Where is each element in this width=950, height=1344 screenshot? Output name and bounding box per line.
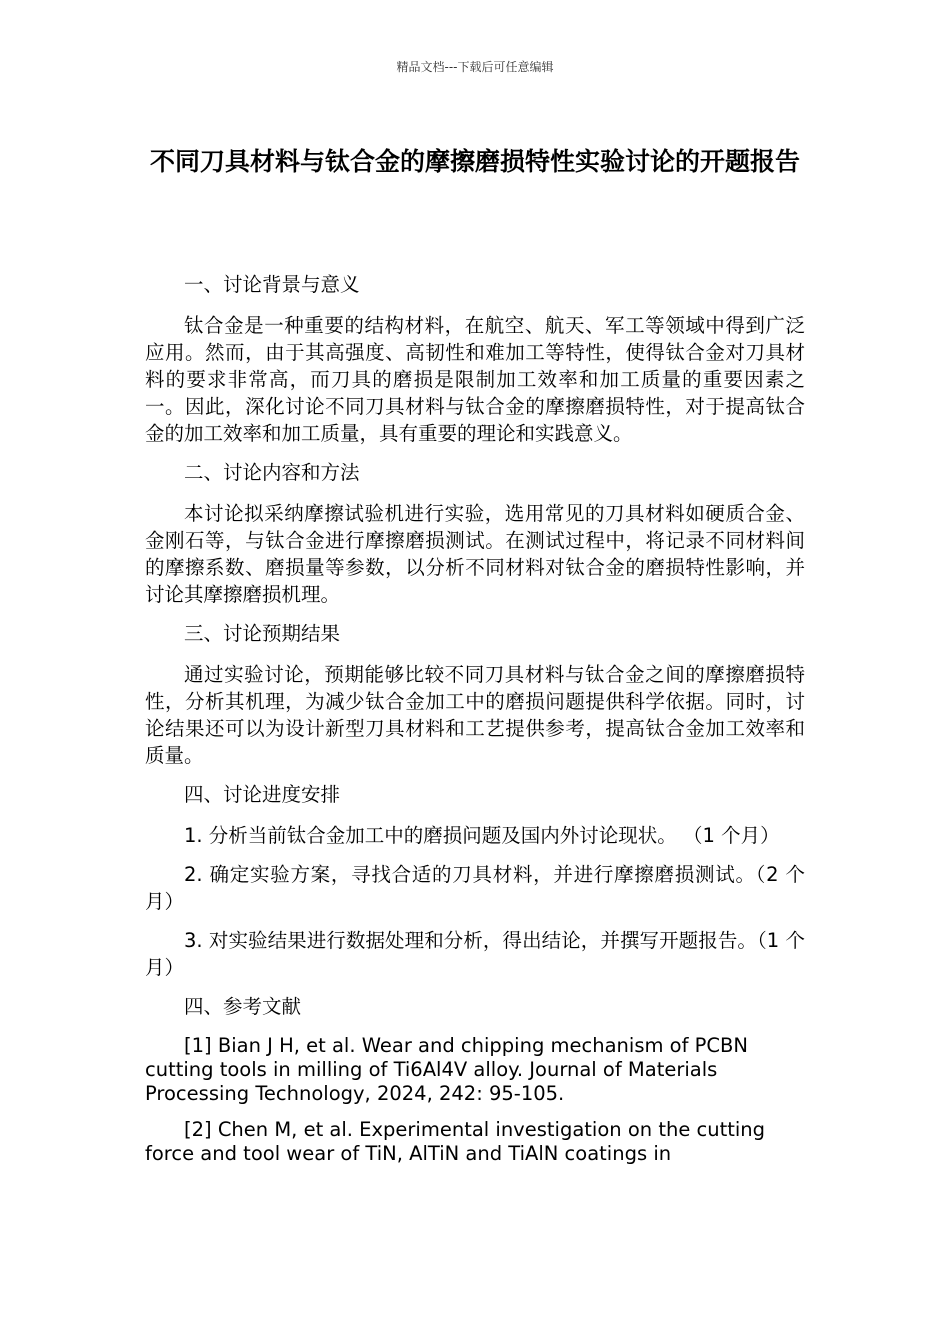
document-body — [145, 271, 805, 1178]
section-paragraph-expected-results: 通过实验讨论，预期能够比较不同刀具材料与钛合金之间的摩擦磨损特性，分析其机理，为减少钛合金加工中的磨损问题提供科学依据。同时，讨论结果还可以为设计新型刀具材料和工艺提供参考，提高钛合金加工效率和质量。 — [145, 663, 805, 767]
section-heading-content-method: 二、讨论内容和方法 — [184, 461, 360, 484]
reference-item: [2] Chen M, et al. Experimental investigation on the cutting force and tool wear of TiN, AlTiN and TiAlN coatings in — [145, 1118, 766, 1165]
section-heading-background: 一、讨论背景与意义 — [184, 273, 360, 296]
section-heading-references: 四、参考文献 — [184, 995, 302, 1018]
header-note: 精品文档---下载后可任意编辑 — [396, 60, 554, 74]
schedule-item: 2. 确定实验方案，寻找合适的刀具材料，并进行摩擦磨损测试。（2 个月） — [145, 863, 805, 913]
section-paragraph-content-method: 本讨论拟采纳摩擦试验机进行实验，选用常见的刀具材料如硬质合金、金刚石等，与钛合金进行摩擦磨损测试。在测试过程中，将记录不同材料间的摩擦系数、磨损量等参数，以分析不同材料对钛合金的磨损特性影响，并讨论其摩擦磨损机理。 — [145, 502, 805, 606]
section-heading-expected-results: 三、讨论预期结果 — [184, 622, 341, 645]
schedule-item: 1. 分析当前钛合金加工中的磨损问题及国内外讨论现状。 （1 个月） — [184, 824, 780, 847]
section-paragraph-background: 钛合金是一种重要的结构材料，在航空、航天、军工等领域中得到广泛应用。然而，由于其高强度、高韧性和难加工等特性，使得钛合金对刀具材料的要求非常高，而刀具的磨损是限制加工效率和加工质量的重要因素之一。因此，深化讨论不同刀具材料与钛合金的摩擦磨损特性，对于提高钛合金的加工效率和加工质量，具有重要的理论和实践意义。 — [145, 314, 805, 445]
document-title: 不同刀具材料与钛合金的摩擦磨损特性实验讨论的开题报告 — [149, 147, 800, 176]
reference-item: [1] Bian J H, et al. Wear and chipping mechanism of PCBN cutting tools in milling of Ti6Al4V alloy. Journal of Materials Processing Technology, 2024, 242: 95-105. — [145, 1034, 749, 1105]
section-heading-schedule: 四、讨论进度安排 — [184, 783, 341, 806]
schedule-item: 3. 对实验结果进行数据处理和分析，得出结论，并撰写开题报告。（1 个月） — [145, 929, 805, 979]
